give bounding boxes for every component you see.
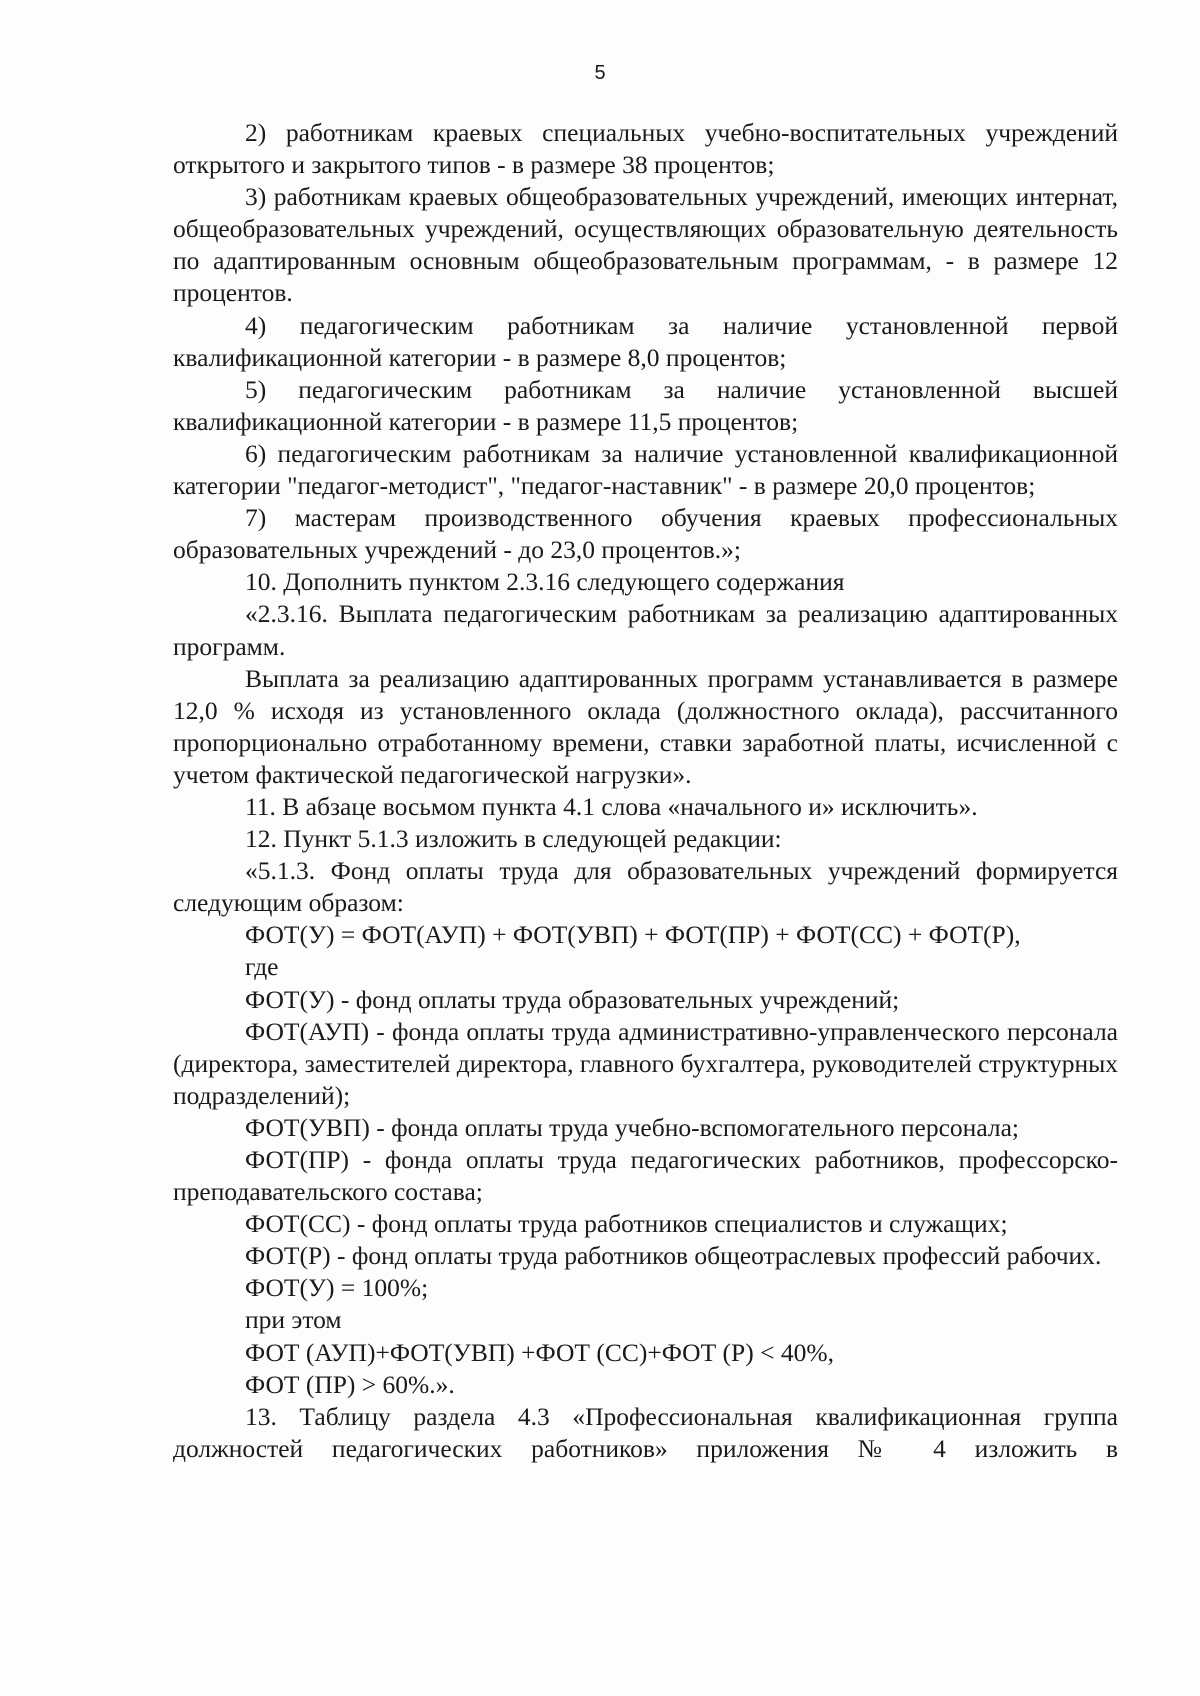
paragraph-item-3: 3) работникам краевых общеобразовательных учреждений, имеющих интернат, общеобразовательных учреждений, осуществляющих образовательную деятельность по адаптированным основным общеобразовательным программам, - в размере 12 процентов. bbox=[173, 182, 1118, 308]
paragraph-item-7: 7) мастерам производственного обучения краевых профессиональных образовательных учреждений - до 23,0 процентов.»; bbox=[173, 503, 1118, 565]
document-body bbox=[173, 117, 1118, 1465]
definition-fot-uvp: ФОТ(УВП) - фонда оплаты труда учебно-вспомогательного персонала; bbox=[245, 1112, 1019, 1142]
formula-where: где bbox=[245, 952, 279, 982]
formula-fot-total: ФОТ(У) = ФОТ(АУП) + ФОТ(УВП) + ФОТ(ПР) + ФОТ(СС) + ФОТ(Р), bbox=[245, 920, 1021, 950]
paragraph-point-10: 10. Дополнить пунктом 2.3.16 следующего содержания bbox=[245, 567, 845, 597]
paragraph-adapted-payment: Выплата за реализацию адаптированных программ устанавливается в размере 12,0 % исходя из установленного оклада (должностного оклада), рассчитанного пропорционально отработанному времени, ставки заработной платы, исчисленной с учетом фактической педагогической нагрузки». bbox=[173, 663, 1118, 789]
paragraph-item-2: 2) работникам краевых специальных учебно-воспитательных учреждений открытого и закрытого типов - в размере 38 процентов; bbox=[173, 118, 1118, 180]
paragraph-item-4: 4) педагогическим работникам за наличие установленной первой квалификационной категории - в размере 8,0 процентов; bbox=[173, 310, 1118, 372]
paragraph-point-11: 11. В абзаце восьмом пункта 4.1 слова «начального и» исключить». bbox=[245, 791, 978, 821]
formula-fot-u-100: ФОТ(У) = 100%; bbox=[245, 1273, 429, 1303]
definition-fot-ss: ФОТ(СС) - фонд оплаты труда работников специалистов и служащих; bbox=[245, 1209, 1008, 1239]
paragraph-5-1-3: «5.1.3. Фонд оплаты труда для образовательных учреждений формируется следующим образом: bbox=[173, 856, 1118, 918]
paragraph-item-5: 5) педагогическим работникам за наличие установленной высшей квалификационной категории - в размере 11,5 процентов; bbox=[173, 374, 1118, 436]
definition-fot-aup: ФОТ(АУП) - фонда оплаты труда административно-управленческого персонала (директора, заместителей директора, главного бухгалтера, руководителей структурных подразделений); bbox=[173, 1016, 1118, 1110]
formula-condition-label: при этом bbox=[245, 1305, 342, 1335]
formula-condition-60: ФОТ (ПР) > 60%.». bbox=[245, 1369, 455, 1399]
page-number: 5 bbox=[594, 62, 606, 84]
definition-fot-pr: ФОТ(ПР) - фонда оплаты труда педагогических работников, профессорско-преподавательского состава; bbox=[173, 1145, 1118, 1207]
paragraph-point-13: 13. Таблицу раздела 4.3 «Профессиональная квалификационная группа должностей педагогических работников» приложения № 4 изложить в bbox=[173, 1401, 1118, 1463]
paragraph-point-12: 12. Пункт 5.1.3 изложить в следующей редакции: bbox=[245, 824, 782, 854]
definition-fot-u: ФОТ(У) - фонд оплаты труда образовательных учреждений; bbox=[245, 984, 900, 1014]
paragraph-2-3-16: «2.3.16. Выплата педагогическим работникам за реализацию адаптированных программ. bbox=[173, 599, 1118, 661]
definition-fot-r: ФОТ(Р) - фонд оплаты труда работников общеотраслевых профессий рабочих. bbox=[245, 1241, 1102, 1271]
paragraph-item-6: 6) педагогическим работникам за наличие установленной квалификационной категории "педагог-методист", "педагог-наставник" - в размере 20,0 процентов; bbox=[173, 438, 1118, 501]
formula-condition-40: ФОТ (АУП)+ФОТ(УВП) +ФОТ (СС)+ФОТ (Р) < 40%, bbox=[245, 1337, 834, 1367]
